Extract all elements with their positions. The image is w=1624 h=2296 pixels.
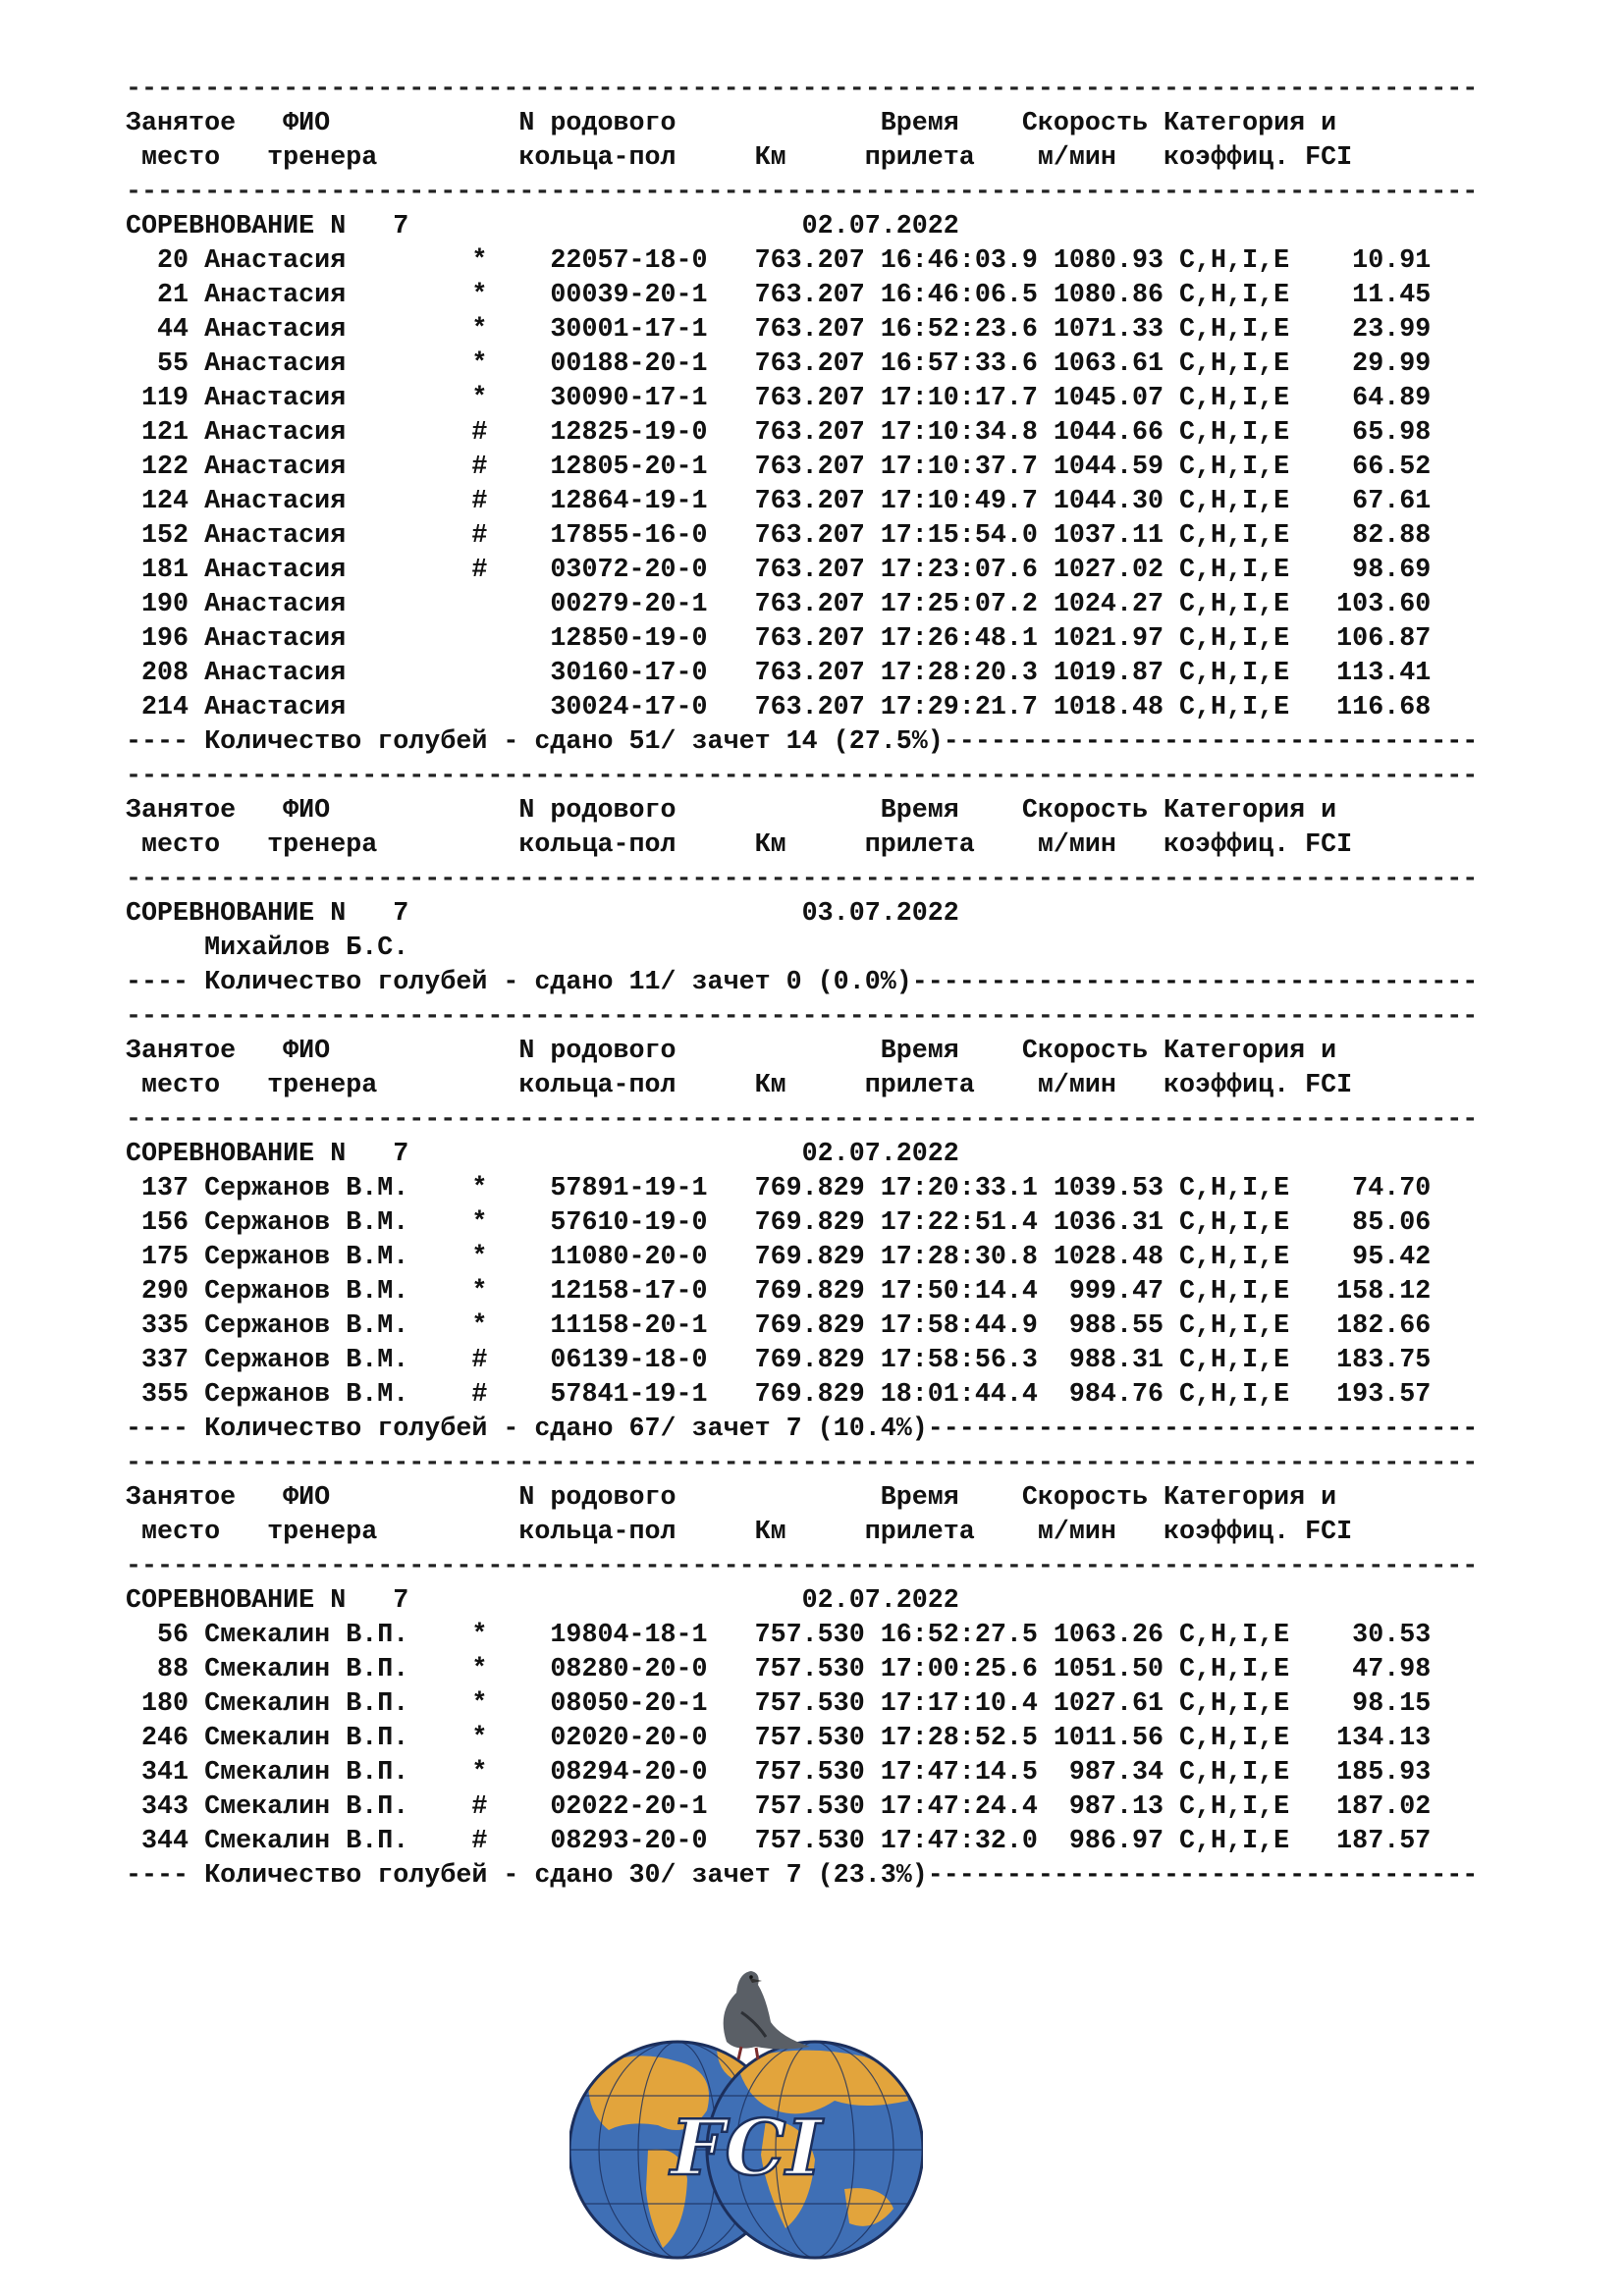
result-row: Михайлов Б.С. (126, 934, 409, 963)
result-row: 341 Смекалин В.П. * 08294-20-0 757.530 17:47:14.5 987.34 C,H,I,E 185.93 (126, 1758, 1432, 1788)
separator-line: -------------------------------------------------------------------------------------- (126, 1105, 1479, 1135)
result-row: 152 Анастасия # 17855-16-0 763.207 17:15:54.0 1037.11 C,H,I,E 82.88 (126, 521, 1432, 551)
result-row: 196 Анастасия 12850-19-0 763.207 17:26:48.1 1021.97 C,H,I,E 106.87 (126, 624, 1432, 654)
result-row: 175 Сержанов В.М. * 11080-20-0 769.829 17:28:30.8 1028.48 C,H,I,E 95.42 (126, 1243, 1432, 1272)
column-header-row-1: Занятое ФИО N родового Время Скорость Категория и (126, 796, 1337, 826)
fci-logo-icon (569, 1953, 923, 2277)
result-row: 337 Сержанов В.М. # 06139-18-0 769.829 17:58:56.3 988.31 C,H,I,E 183.75 (126, 1346, 1432, 1375)
separator-line: -------------------------------------------------------------------------------------- (126, 1449, 1479, 1478)
column-header-row-2: место тренера кольца-пол Км прилета м/мин коэффиц. FCI (126, 1518, 1353, 1547)
result-row: 180 Смекалин В.П. * 08050-20-1 757.530 17:17:10.4 1027.61 C,H,I,E 98.15 (126, 1689, 1432, 1719)
separator-line: -------------------------------------------------------------------------------------- (126, 178, 1479, 207)
column-header-row-1: Занятое ФИО N родового Время Скорость Категория и (126, 1483, 1337, 1513)
result-row: 214 Анастасия 30024-17-0 763.207 17:29:21.7 1018.48 C,H,I,E 116.68 (126, 693, 1432, 722)
result-row: 344 Смекалин В.П. # 08293-20-0 757.530 17:47:32.0 986.97 C,H,I,E 187.57 (126, 1827, 1432, 1856)
column-header-row-1: Занятое ФИО N родового Время Скорость Категория и (126, 1037, 1337, 1066)
pigeon-count-summary: ---- Количество голубей - сдано 67/ зачет 7 (10.4%)----------------------------------- (126, 1415, 1479, 1444)
pigeon-icon (724, 1971, 810, 2059)
column-header-row-2: место тренера кольца-пол Км прилета м/мин коэффиц. FCI (126, 143, 1353, 173)
result-row: 208 Анастасия 30160-17-0 763.207 17:28:20.3 1019.87 C,H,I,E 113.41 (126, 659, 1432, 688)
result-row: 124 Анастасия # 12864-19-1 763.207 17:10:49.7 1044.30 C,H,I,E 67.61 (126, 487, 1432, 516)
separator-line: -------------------------------------------------------------------------------------- (126, 762, 1479, 791)
result-row: 246 Смекалин В.П. * 02020-20-0 757.530 17:28:52.5 1011.56 C,H,I,E 134.13 (126, 1724, 1432, 1753)
competition-title: СОРЕВНОВАНИЕ N 7 02.07.2022 (126, 1140, 959, 1169)
result-row: 137 Сержанов В.М. * 57891-19-1 769.829 17:20:33.1 1039.53 C,H,I,E 74.70 (126, 1174, 1432, 1203)
result-row: 88 Смекалин В.П. * 08280-20-0 757.530 17:00:25.6 1051.50 C,H,I,E 47.98 (126, 1655, 1432, 1684)
result-row: 55 Анастасия * 00188-20-1 763.207 16:57:33.6 1063.61 C,H,I,E 29.99 (126, 349, 1432, 379)
result-row: 20 Анастасия * 22057-18-0 763.207 16:46:03.9 1080.93 C,H,I,E 10.91 (126, 246, 1432, 276)
result-row: 355 Сержанов В.М. # 57841-19-1 769.829 18:01:44.4 984.76 C,H,I,E 193.57 (126, 1380, 1432, 1410)
competition-title: СОРЕВНОВАНИЕ N 7 02.07.2022 (126, 1586, 959, 1616)
pigeon-count-summary: ---- Количество голубей - сдано 30/ зачет 7 (23.3%)----------------------------------- (126, 1861, 1479, 1891)
pigeon-count-summary: ---- Количество голубей - сдано 51/ зачет 14 (27.5%)---------------------------------- (126, 727, 1479, 757)
competition-title: СОРЕВНОВАНИЕ N 7 03.07.2022 (126, 899, 959, 929)
result-row: 122 Анастасия # 12805-20-1 763.207 17:10:37.7 1044.59 C,H,I,E 66.52 (126, 453, 1432, 482)
column-header-row-2: место тренера кольца-пол Км прилета м/мин коэффиц. FCI (126, 830, 1353, 860)
column-header-row-1: Занятое ФИО N родового Время Скорость Категория и (126, 109, 1337, 138)
result-row: 335 Сержанов В.М. * 11158-20-1 769.829 17:58:44.9 988.55 C,H,I,E 182.66 (126, 1311, 1432, 1341)
result-row: 119 Анастасия * 30090-17-1 763.207 17:10:17.7 1045.07 C,H,I,E 64.89 (126, 384, 1432, 413)
separator-line: -------------------------------------------------------------------------------------- (126, 75, 1479, 104)
result-row: 56 Смекалин В.П. * 19804-18-1 757.530 16:52:27.5 1063.26 C,H,I,E 30.53 (126, 1621, 1432, 1650)
separator-line: -------------------------------------------------------------------------------------- (126, 1552, 1479, 1581)
result-row: 290 Сержанов В.М. * 12158-17-0 769.829 17:50:14.4 999.47 C,H,I,E 158.12 (126, 1277, 1432, 1307)
result-row: 156 Сержанов В.М. * 57610-19-0 769.829 17:22:51.4 1036.31 C,H,I,E 85.06 (126, 1208, 1432, 1238)
result-row: 121 Анастасия # 12825-19-0 763.207 17:10:34.8 1044.66 C,H,I,E 65.98 (126, 418, 1432, 448)
race-results-report (126, 73, 1598, 1894)
result-row: 343 Смекалин В.П. # 02022-20-1 757.530 17:47:24.4 987.13 C,H,I,E 187.02 (126, 1792, 1432, 1822)
separator-line: -------------------------------------------------------------------------------------- (126, 1002, 1479, 1032)
result-row: 44 Анастасия * 30001-17-1 763.207 16:52:23.6 1071.33 C,H,I,E 23.99 (126, 315, 1432, 345)
result-row: 181 Анастасия # 03072-20-0 763.207 17:23:07.6 1027.02 C,H,I,E 98.69 (126, 556, 1432, 585)
result-row: 21 Анастасия * 00039-20-1 763.207 16:46:06.5 1080.86 C,H,I,E 11.45 (126, 281, 1432, 310)
column-header-row-2: место тренера кольца-пол Км прилета м/мин коэффиц. FCI (126, 1071, 1353, 1100)
pigeon-count-summary: ---- Количество голубей - сдано 11/ зачет 0 (0.0%)------------------------------------ (126, 968, 1479, 997)
logo-letters: FCI (671, 2104, 822, 2193)
separator-line: -------------------------------------------------------------------------------------- (126, 865, 1479, 894)
result-row: 190 Анастасия 00279-20-1 763.207 17:25:07.2 1024.27 C,H,I,E 103.60 (126, 590, 1432, 619)
competition-title: СОРЕВНОВАНИЕ N 7 02.07.2022 (126, 212, 959, 241)
